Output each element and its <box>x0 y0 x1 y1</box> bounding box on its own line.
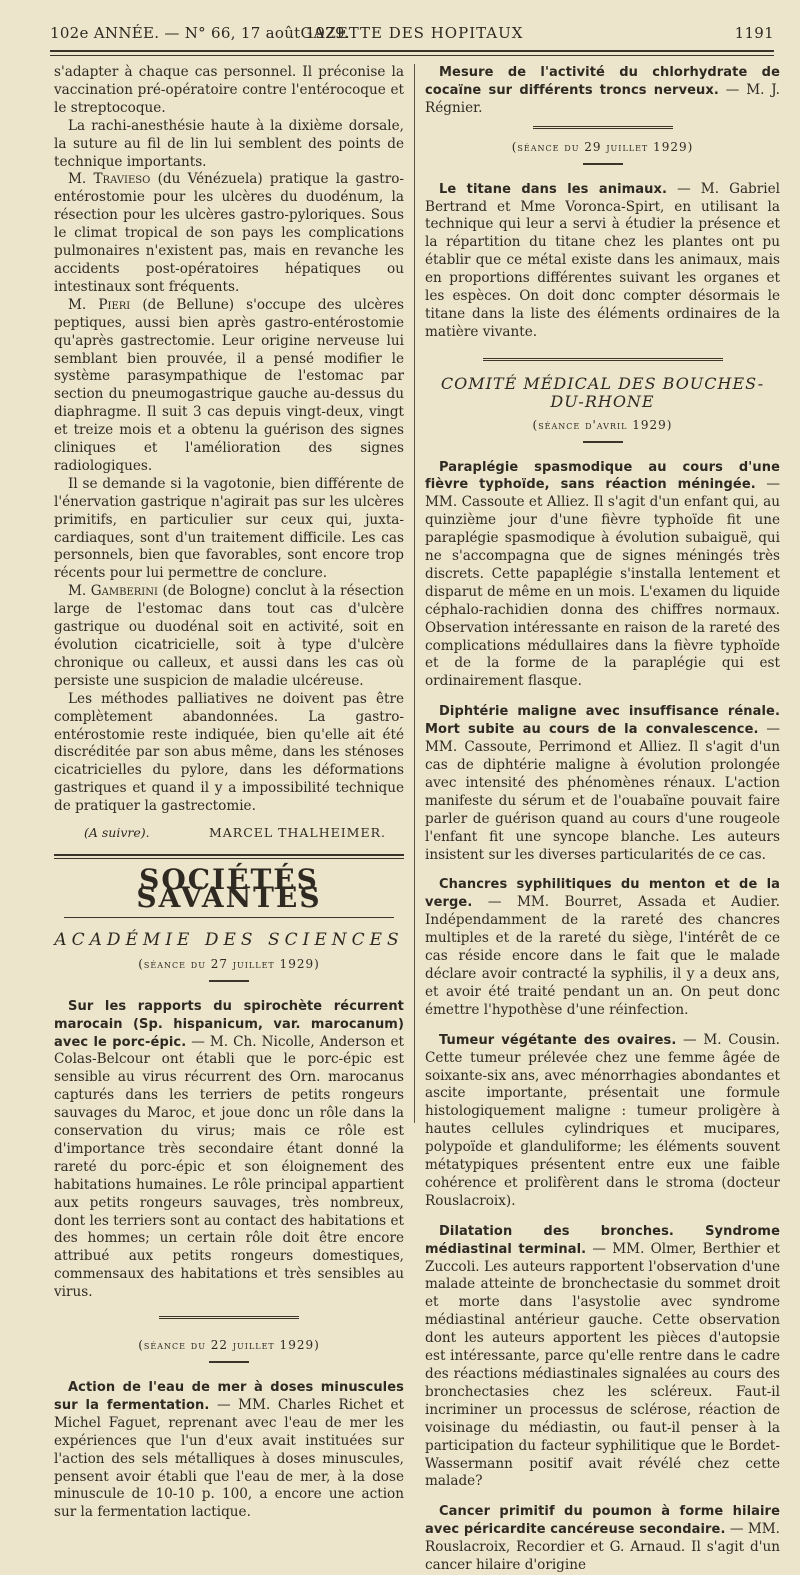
divider <box>64 917 394 918</box>
abstract-title: Action de l'eau de mer à doses minuscules sur la fermentation. <box>54 1380 404 1413</box>
left-column <box>54 64 404 1522</box>
abstract-text: — MM. Charles Richet et Michel Faguet, reprenant avec l'eau de mer les expériences que l'un d'eux avait instituées sur l'action des sels métalliques à doses minuscules, pensent avoir établi que l'eau de mer, à la dose minuscule de 10-10 p. 100, a encore une action sur la fermentation lactique. <box>54 1396 405 1521</box>
abstract-text: — MM. Cassoute et Alliez. Il s'agit d'un enfant qui, au quinzième jour d'une fièvre typhoïde fit une paraplégie spasmodique à évolution subaiguë, qui ne s'accompagna que de signes méningés très discrets. Cette papaplégie s'installa lentement et disparut de même en un mois. L'examen du liquide céphalo-rachidien donna des chiffres normaux. Observation intéressante en raison de la rareté des complications médullaires dans la fièvre typhoïde et de la forme de la paraplégie qui est ordinairement flasque. <box>425 476 780 690</box>
session-date: (séance d'avril 1929) <box>532 417 673 432</box>
author-signature: MARCEL THALHEIMER. <box>208 825 386 841</box>
abstract <box>425 459 780 692</box>
abstract-title: Mesure de l'activité du chlorhydrate de cocaïne sur différents troncs nerveux. <box>425 65 780 98</box>
short-rule <box>209 1361 249 1363</box>
header-rule-thin <box>50 55 774 56</box>
abstract <box>425 1032 780 1211</box>
spacer <box>425 1020 780 1032</box>
paragraph: s'adapter à chaque cas personnel. Il préconise la vaccination pré-opératoire contre l'entérocoque et le streptocoque. <box>54 64 404 116</box>
abstract-title: Chancres syphilitiques du menton et de la verge. <box>425 877 780 911</box>
abstract-text: — MM. Bourret, Assada et Audier. Indépendamment de la rareté des chancres multiples et de la rareté du siège, l'intérêt de ce cas réside encore dans le fait que le malade déclare avoir contracté la syphilis, il y a deux ans, et avoir été traité pendant un an. On peut donc émettre l'hypothèse d'une réinfection. <box>425 894 780 1018</box>
abstract <box>425 876 780 1019</box>
abstract <box>425 64 780 118</box>
session-date: (séance du 22 juillet 1929) <box>138 1338 320 1353</box>
spacer <box>425 1491 780 1503</box>
short-rule <box>583 441 623 443</box>
society-heading: ACADÉMIE DES SCIENCES <box>54 929 404 950</box>
abstract-text: — M. Ch. Nicolle, Anderson et Colas-Belcour ont établi que le porc-épic est sensible au virus récurrent des Orn. marocanus capturés dans les terriers de petits rongeurs sauvages du Maroc, et joue donc un rôle dans la conservation du virus; mais ce rôle est d'importance très secondaire étant donné la rareté du porc-épic et son éloignement des habitations humaines. Le rôle principal appartient aux petits rongeurs sauvages, très nombreux, dont les terriers sont au contact des habitations et des hommes; un certain rôle doit être encore attribué aux petits rongeurs domestiques, commensaux des habitations et très sensibles au virus. <box>54 1033 405 1301</box>
abstract <box>425 1223 780 1492</box>
paragraph-text: (de Bologne) conclut à la résection large de l'estomac dans tout cas d'ulcère gastrique ou duodénal soit en activité, soit en évolution cicatricielle, soit à type d'ulcère chronique ou calleux, et aussi dans les cas où persiste une suspicion de maladie ulcéreuse. <box>54 583 404 689</box>
abstract <box>54 1379 404 1522</box>
section-rule <box>54 854 404 859</box>
author-name: M. Pieri <box>68 296 131 313</box>
paragraph-text: (de Bellune) s'occupe des ulcères peptiques, aussi bien après gastro-entérostomie qu'après gastrectomie. Leur origine nerveuse lui semblant bien prouvée, il a pensé modifier le système parasympathique de l'estomac par section du pneumogastrique gauche au-dessus du diaphragme. Il suit 3 cas depuis vingt-deux, vingt et treize mois et a obtenu la guérison des signes cliniques et l'amélioration des signes radiologiques. <box>54 296 404 474</box>
abstract-text: — M. J. Régnier. <box>425 81 780 116</box>
author-name: M. Gamberini <box>68 583 158 600</box>
paragraph: Les méthodes palliatives ne doivent pas être complètement abandonnées. La gastro-entérostomie reste indiquée, bien qu'elle ait été discréditée par son abus même, dans les sténoses cicatricielles du pylore, dans les déformations gastriques et quand il y a impossibilité technique de pratiquer la gastrectomie. <box>54 690 404 815</box>
society-heading: COMITÉ MÉDICAL DES BOUCHES-DU-RHONE <box>440 373 765 411</box>
abstract-title: Sur les rapports du spirochète récurrent marocain (Sp. hispanicum, var. marocanum) avec le porc-épic. <box>54 998 404 1050</box>
abstract-title: Cancer primitif du poumon à forme hilaire avec péricardite cancéreuse secondaire. <box>425 1504 780 1538</box>
abstract <box>425 703 780 864</box>
abstract <box>54 998 404 1302</box>
paragraph-text: (du Vénézuela) pratique la gastro-entérostomie pour les ulcères du duodénum, la résection pour les ulcères gastro-pyloriques. Sous le climat tropical de son pays les complications pulmonaires n'existent pas, mais en revanche les accidents post-opératoires hépatiques ou intestinaux sont fréquents. <box>54 171 404 295</box>
running-header <box>50 24 774 46</box>
abstract-title: Tumeur végétante des ovaires. <box>439 1032 677 1048</box>
spacer <box>425 691 780 703</box>
abstract-text: — M. Gabriel Bertrand et Mme Voronca-Spirt, en utilisant la technique qui leur a servi à étudier la présence et la répartition du titane chez les plantes ont pu établir que ce métal existe dans les animaux, mais en proportions différentes suivant les organes et les espèces. On doit donc compter désormais le titane dans la liste des éléments ordinaires de la matière vivante. <box>425 180 780 340</box>
signature-line <box>54 824 404 844</box>
abstract-title: Dilatation des bronches. Syndrome médiastinal terminal. <box>425 1223 780 1257</box>
abstract <box>425 181 780 342</box>
session-date: (séance du 29 juillet 1929) <box>511 139 694 154</box>
abstract-text: — MM. Olmer, Berthier et Zuccoli. Les auteurs rapportent l'observation d'une malade atteinte de bronchectasie du sommet droit et morte dans l'asystolie avec syndrome médiastinal antérieur gauche. Cette observation dont les auteurs apportent les pièces d'autopsie est intéressante, parce qu'elle rentre dans le cadre des réactions médiastinales signalées au cours des bronchectasies chez les scléreux. Faut-il incriminer un processus de sclérose, réaction de voisinage du médiastin, ou faut-il penser à la participation du facteur syphilitique que le Bordet-Wassermann positif avait révélé chez cette malade? <box>425 1240 781 1490</box>
column-divider <box>414 64 415 1123</box>
section-heading: SOCIÉTÉS SAVANTES <box>136 863 322 914</box>
abstract-text: — MM. Cassoute, Perrimond et Alliez. Il s'agit d'un cas de diphtérie maligne à évolution prolongée avec intensité des phénomènes rénaux. L'action manifeste du sérum et de l'ouabaïne pouvait faire parler de guérison quand au cours d'une rougeole l'enfant fit une syncope blanche. Les auteurs insistent sur les diverses particularités de ce cas. <box>425 721 780 863</box>
right-column <box>425 64 780 1575</box>
paragraph <box>54 583 404 690</box>
paragraph: Il se demande si la vagotonie, bien différente de l'énervation gastrique n'agirait pas sur les ulcères primitifs, en particulier sur ceux qui, juxta-cardiaques, sont d'un traitement difficile. Les cas personnels, bien que favorables, sont encore trop récents pour lui permettre de conclure. <box>54 475 404 582</box>
author-name: M. Travieso <box>68 171 151 188</box>
short-rule <box>209 980 249 982</box>
abstract-title: Le titane dans les animaux. <box>439 181 668 197</box>
issue-info: 102e ANNÉE. — N° 66, 17 août 1929. <box>50 24 351 42</box>
divider <box>533 126 673 129</box>
spacer <box>425 864 780 876</box>
abstract <box>425 1503 780 1575</box>
short-rule <box>583 163 623 165</box>
abstract-text: — MM. Rouslacroix, Recordier et G. Arnaud. Il s'agit d'un cancer hilaire d'origine <box>425 1521 780 1574</box>
spacer <box>425 1211 780 1223</box>
journal-title: GAZETTE DES HOPITAUX <box>300 24 524 42</box>
paragraph <box>54 297 404 476</box>
abstract-title: Paraplégie spasmodique au cours d'une fièvre typhoïde, sans réaction méningée. <box>425 459 780 493</box>
divider <box>159 1316 299 1319</box>
page-number: 1191 <box>734 24 774 42</box>
header-rule <box>50 50 774 52</box>
abstract-text: — M. Cousin. Cette tumeur prélevée chez une femme âgée de soixante-six ans, avec ménorrhagies abondantes et ascite importante, présentait une formule histologiquement maligne : tumeur proligère à hautes cellules cylindriques et mucipares, polypoïde et glanduliforme; les éléments souvent métatypiques présentent entre eux une faible cohérence et prolifèrent dans le stroma (docteur Rouslacroix). <box>425 1031 780 1209</box>
to-be-continued: (A suivre). <box>84 825 150 841</box>
paragraph <box>54 171 404 296</box>
session-date: (séance du 27 juillet 1929) <box>138 956 320 971</box>
divider <box>483 358 723 361</box>
abstract-title: Diphtérie maligne avec insuffisance rénale. Mort subite au cours de la convalescence. <box>425 704 780 738</box>
paragraph: La rachi-anesthésie haute à la dixième dorsale, la suture au fil de lin lui semblent des points de technique importants. <box>54 117 404 170</box>
